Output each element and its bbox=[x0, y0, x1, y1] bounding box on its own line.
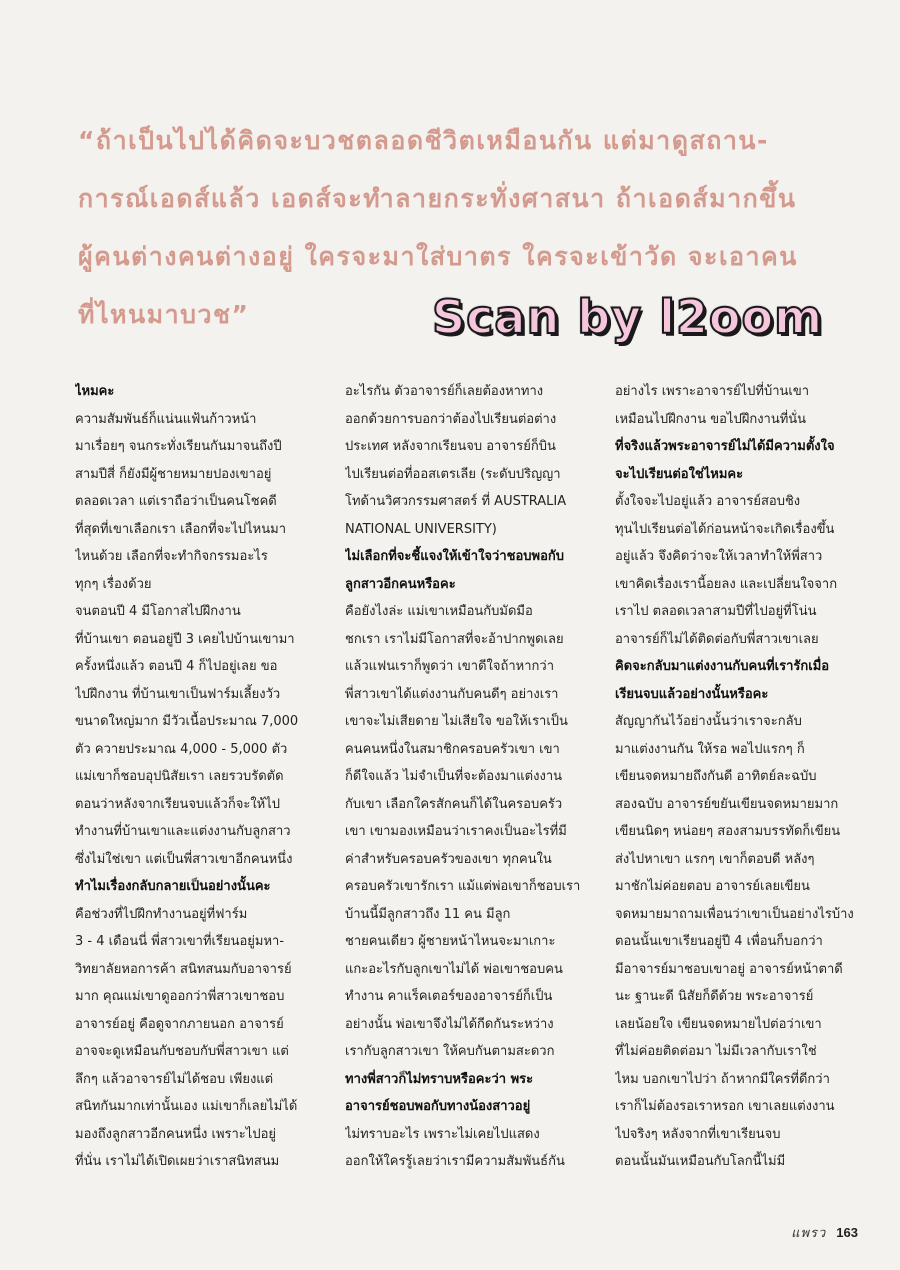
text-line: ลึกๆ แล้วอาจารย์ไม่ได้ชอบ เพียงแต่ bbox=[75, 1071, 274, 1087]
text-line: จนตอนปี 4 มีโอกาสไปฝึกงาน bbox=[75, 604, 241, 619]
text-line: ตอนนั้นเขาเรียนอยู่ปี 4 เพื่อนก็บอกว่า bbox=[615, 934, 823, 949]
text-line: คือยังไงล่ะ แม่เขาเหมือนกับมัดมือ bbox=[345, 604, 533, 619]
text-line: NATIONAL UNIVERSITY) bbox=[345, 521, 497, 537]
text-line: ทำงานที่บ้านเขาและแต่งงานกับลูกสาว bbox=[75, 824, 291, 839]
text-line: ไปเรียนต่อที่ออสเตรเลีย (ระดับปริญญา bbox=[345, 466, 561, 482]
text-line: จดหมายมาถามเพื่อนว่าเขาเป็นอย่างไรบ้าง bbox=[615, 906, 854, 922]
text-line: พี่สาวเขาได้แต่งงานกับคนดีๆ อย่างเรา bbox=[345, 686, 559, 702]
text-column-1 bbox=[75, 378, 325, 1176]
text-line: ส่งไปหาเขา แรกๆ เขาก็ตอบดี หลังๆ bbox=[615, 851, 815, 867]
text-line: ครั้งหนึ่งแล้ว ตอนปี 4 ก็ไปอยู่เลย ขอ bbox=[75, 659, 278, 674]
pull-quote-line: “ถ้าเป็นไปได้คิดจะบวชตลอดชีวิตเหมือนกัน แต่มาดูสถาน- bbox=[78, 126, 769, 155]
text-line: ตลอดเวลา แต่เราถือว่าเป็นคนโชคดี bbox=[75, 494, 277, 509]
text-line: สามปีสี่ ก็ยังมีผู้ชายหมายปองเขาอยู่ bbox=[75, 466, 272, 482]
text-line: บ้านนี้มีลูกสาวถึง 11 คน มีลูก bbox=[345, 906, 511, 922]
pull-quote-line: ผู้คนต่างคนต่างอยู่ ใครจะมาใส่บาตร ใครจะเข้าวัด จะเอาคน bbox=[78, 242, 798, 271]
pull-quote-line: การณ์เอดส์แล้ว เอดส์จะทำลายกระทั่งศาสนา ถ้าเอดส์มากขึ้น bbox=[78, 184, 797, 213]
text-line: มองถึงลูกสาวอีกคนหนึ่ง เพราะไปอยู่ bbox=[75, 1126, 277, 1142]
text-line: มาแต่งงานกัน ให้รอ พอไปแรกๆ ก็ bbox=[615, 741, 805, 757]
page-footer bbox=[791, 1222, 858, 1243]
text-line: แล้วแฟนเราก็พูดว่า เขาดีใจถ้าหากว่า bbox=[345, 659, 555, 674]
question-line: ไม่เลือกที่จะชี้แจงให้เข้าใจว่าชอบพอกับ bbox=[345, 549, 565, 564]
text-line: ตัว ควายประมาณ 4,000 - 5,000 ตัว bbox=[75, 741, 288, 757]
text-line: เขาจะไม่เสียดาย ไม่เสียใจ ขอให้เราเป็น bbox=[345, 714, 568, 729]
text-line: ไหนด้วย เลือกที่จะทำกิจกรรมอะไร bbox=[75, 549, 268, 564]
text-line: ชกเรา เราไม่มีโอกาสที่จะอ้าปากพูดเลย bbox=[345, 631, 564, 647]
text-line: เขา เขามองเหมือนว่าเราคงเป็นอะไรที่มี bbox=[345, 824, 567, 839]
text-line: อย่างไร เพราะอาจารย์ไปที่บ้านเขา bbox=[615, 384, 810, 399]
text-line: แม่เขาก็ชอบอุปนิสัยเรา เลยรวบรัดตัด bbox=[75, 769, 284, 784]
text-line: ประเทศ หลังจากเรียนจบ อาจารย์ก็บิน bbox=[345, 439, 556, 454]
text-line: เราก็ไม่ต้องรอเราหรอก เขาเลยแต่งงาน bbox=[615, 1099, 835, 1114]
text-line: ครอบครัวเขารักเรา แม้แต่พ่อเขาก็ชอบเรา bbox=[345, 879, 581, 894]
text-line: เหมือนไปฝึกงาน ขอไปฝึกงานที่นั่น bbox=[615, 411, 807, 427]
text-line: ไปจริงๆ หลังจากที่เขาเรียนจบ bbox=[615, 1126, 781, 1142]
text-line: เราไป ตลอดเวลาสามปีที่ไปอยู่ที่โน่น bbox=[615, 604, 817, 619]
text-line: มาชักไม่ค่อยตอบ อาจารย์เลยเขียน bbox=[615, 879, 810, 894]
text-line: ตอนนั้นมันเหมือนกับโลกนี้ไม่มี bbox=[615, 1154, 786, 1169]
question-line: ลูกสาวอีกคนหรือคะ bbox=[345, 576, 456, 592]
question-line: ทำไมเรื่องกลับกลายเป็นอย่างนั้นคะ bbox=[75, 879, 271, 894]
text-line: เรากับลูกสาวเขา ให้คบกันตามสะดวก bbox=[345, 1044, 555, 1059]
text-line: ชายคนเดียว ผู้ชายหน้าไหนจะมาเกาะ bbox=[345, 934, 556, 949]
text-line: สัญญากันไว้อย่างนั้นว่าเราจะกลับ bbox=[615, 714, 802, 729]
text-line: ตั้งใจจะไปอยู่แล้ว อาจารย์สอบชิง bbox=[615, 494, 801, 509]
text-line: คือช่วงที่ไปฝึกทำงานอยู่ที่ฟาร์ม bbox=[75, 906, 248, 922]
text-line: เขียนนิดๆ หน่อยๆ สองสามบรรทัดก็เขียน bbox=[615, 824, 841, 839]
text-line: ตอนว่าหลังจากเรียนจบแล้วก็จะให้ไป bbox=[75, 796, 281, 812]
text-line: ที่บ้านเขา ตอนอยู่ปี 3 เคยไปบ้านเขามา bbox=[75, 631, 295, 647]
text-line: 3 - 4 เดือนนี่ พี่สาวเขาที่เรียนอยู่มหา- bbox=[75, 934, 285, 949]
text-line: ที่ไม่ค่อยติดต่อมา ไม่มีเวลากับเราใช่ bbox=[615, 1044, 817, 1059]
magazine-logo: แพรว bbox=[791, 1226, 827, 1241]
text-line: ค่าสำหรับครอบครัวของเขา ทุกคนใน bbox=[345, 851, 552, 867]
question-line: ที่จริงแล้วพระอาจารย์ไม่ได้มีความตั้งใจ bbox=[615, 439, 835, 454]
text-line: อาจจะดูเหมือนกับชอบกับพี่สาวเขา แต่ bbox=[75, 1044, 289, 1059]
page-number: 163 bbox=[836, 1225, 858, 1240]
text-line: แกะอะไรกับลูกเขาไม่ได้ พ่อเขาชอบคน bbox=[345, 961, 563, 977]
text-line: สองฉบับ อาจารย์ขยันเขียนจดหมายมาก bbox=[615, 796, 839, 812]
question-line: เรียนจบแล้วอย่างนั้นหรือคะ bbox=[615, 686, 769, 702]
text-line: ก็ดีใจแล้ว ไม่จำเป็นที่จะต้องมาแต่งงาน bbox=[345, 769, 563, 784]
scan-watermark: Scan by l2oom bbox=[432, 290, 824, 344]
text-line: ขนาดใหญ่มาก มีวัวเนื้อประมาณ 7,000 bbox=[75, 714, 299, 729]
text-column-2 bbox=[345, 378, 595, 1176]
text-line: ออกด้วยการบอกว่าต้องไปเรียนต่อต่าง bbox=[345, 411, 557, 427]
text-line: ไหม บอกเขาไปว่า ถ้าหากมีใครที่ดีกว่า bbox=[615, 1071, 830, 1087]
text-line: เขาคิดเรื่องเรานี้อยลง และเปลี่ยนใจจาก bbox=[615, 576, 838, 592]
text-line: มาก คุณแม่เขาดูออกว่าพี่สาวเขาชอบ bbox=[75, 989, 285, 1004]
text-line: มีอาจารย์มาชอบเขาอยู่ อาจารย์หน้าตาดี bbox=[615, 961, 843, 977]
text-line: อยู่แล้ว จึงคิดว่าจะให้เวลาทำให้พี่สาว bbox=[615, 549, 823, 564]
question-line: จะไปเรียนต่อใช่ไหมคะ bbox=[615, 466, 744, 482]
pull-quote-line: ที่ไหนมาบวช” bbox=[78, 300, 250, 329]
text-line: อาจารย์ก็ไม่ได้ติดต่อกับพี่สาวเขาเลย bbox=[615, 631, 819, 647]
text-line: ออกให้ใครรู้เลยว่าเรามีความสัมพันธ์กัน bbox=[345, 1154, 565, 1169]
question-line: ทางพี่สาวก็ไม่ทราบหรือคะว่า พระ bbox=[345, 1071, 534, 1087]
text-line: วิทยาลัยหอการค้า สนิทสนมกับอาจารย์ bbox=[75, 961, 292, 977]
text-line: อย่างนั้น พ่อเขาจึงไม่ได้กีดกันระหว่าง bbox=[345, 1016, 554, 1032]
question-line: ไหมคะ bbox=[75, 384, 115, 399]
text-line: ที่นั่น เราไม่ได้เปิดเผยว่าเราสนิทสนม bbox=[75, 1154, 280, 1169]
text-line: อาจารย์อยู่ คือดูจากภายนอก อาจารย์ bbox=[75, 1016, 284, 1032]
text-line: คนคนหนึ่งในสมาชิกครอบครัวเขา เขา bbox=[345, 741, 560, 757]
text-line: ทุนไปเรียนต่อได้ก่อนหน้าจะเกิดเรื่องขึ้น bbox=[615, 521, 835, 537]
text-column-3 bbox=[615, 378, 865, 1176]
text-line: นะ ฐานะดี นิสัยก็ดีด้วย พระอาจารย์ bbox=[615, 989, 814, 1004]
text-line: สนิทกันมากเท่านั้นเอง แม่เขาก็เลยไม่ได้ bbox=[75, 1099, 298, 1114]
text-line: โทด้านวิศวกรรมศาสตร์ ที่ AUSTRALIA bbox=[345, 494, 567, 509]
text-line: ความสัมพันธ์ก็แน่นแฟ้นก้าวหน้า bbox=[75, 411, 257, 427]
question-line: คิดจะกลับมาแต่งงานกับคนที่เรารักเมื่อ bbox=[615, 659, 830, 674]
text-line: ทุกๆ เรื่องด้วย bbox=[75, 576, 152, 592]
text-line: ทำงาน คาแร็คเตอร์ของอาจารย์ก็เป็น bbox=[345, 989, 553, 1004]
text-line: ไม่ทราบอะไร เพราะไม่เคยไปแสดง bbox=[345, 1126, 540, 1142]
question-line: อาจารย์ชอบพอกับทางน้องสาวอยู่ bbox=[345, 1099, 531, 1114]
text-line: กับเขา เลือกใครสักคนก็ได้ในครอบครัว bbox=[345, 796, 563, 812]
text-line: เขียนจดหมายถึงกันดี อาทิตย์ละฉบับ bbox=[615, 769, 817, 784]
text-line: ไปฝึกงาน ที่บ้านเขาเป็นฟาร์มเลี้ยงวัว bbox=[75, 686, 281, 702]
text-line: ที่สุดที่เขาเลือกเรา เลือกที่จะไปไหนมา bbox=[75, 521, 287, 537]
text-line: มาเรื่อยๆ จนกระทั่งเรียนกันมาจนถึงปี bbox=[75, 439, 282, 454]
text-line: เลยน้อยใจ เขียนจดหมายไปต่อว่าเขา bbox=[615, 1016, 822, 1032]
text-line: อะไรกัน ตัวอาจารย์ก็เลยต้องหาทาง bbox=[345, 384, 544, 399]
text-line: ซึ่งไม่ใช่เขา แต่เป็นพี่สาวเขาอีกคนหนึ่ง bbox=[75, 851, 293, 867]
